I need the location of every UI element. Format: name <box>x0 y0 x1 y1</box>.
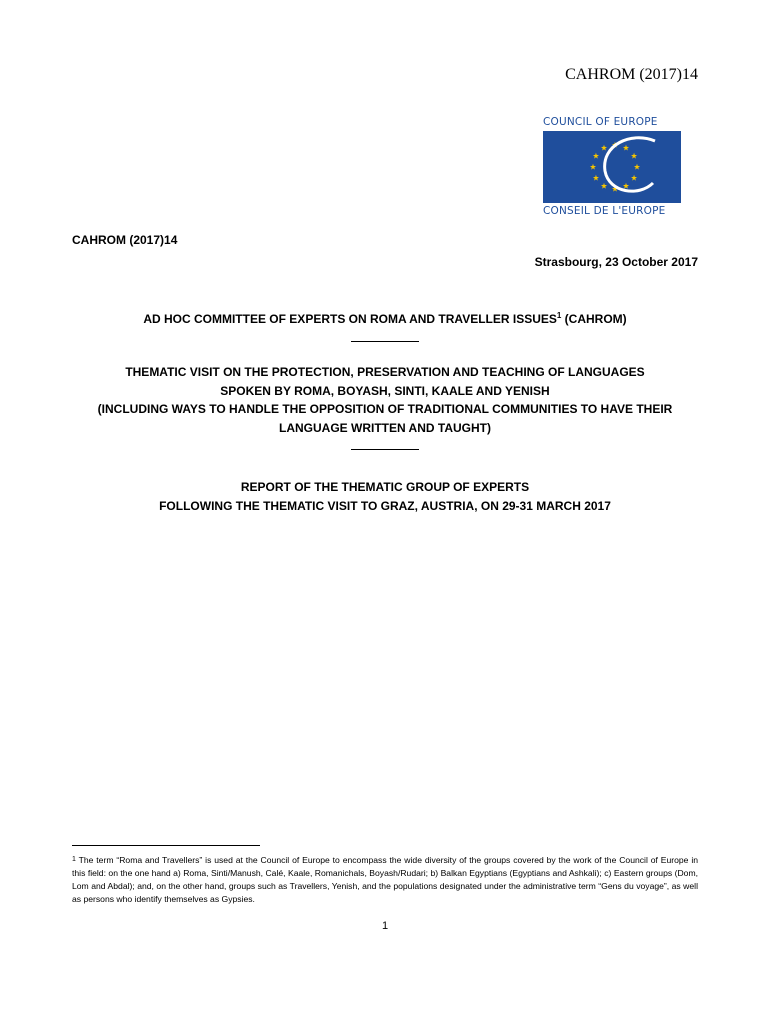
star-icon <box>623 183 629 189</box>
footnote-separator <box>72 845 260 846</box>
footnote-text: The term “Roma and Travellers” is used at the Council of Europe to encompass the wide diversity of the groups covered by the work of the Council of Europe in this field: on the one hand a) Roma, Sinti/Manush, Calé, Kaale, Romanichals, Boyash/Rudari; b) Balkan Egyptians (Egyptians and Ashkali); c) Eastern groups (Dom, Lom and Abdal); and, on the other hand, groups such as Travellers, Yenish, and the populations designated under the administrative term “Gens du voyage”, as well as persons who identify themselves as Gypsies. <box>72 855 699 904</box>
logo-bottom-text: CONSEIL DE L'EUROPE <box>543 205 666 217</box>
star-icon <box>634 164 640 170</box>
separator-line <box>351 341 419 342</box>
council-of-europe-logo <box>543 116 683 218</box>
visit-heading <box>72 363 698 450</box>
report-heading <box>72 478 698 515</box>
document-date: Strasbourg, 23 October 2017 <box>534 255 698 269</box>
star-icon <box>590 164 596 170</box>
star-icon <box>601 145 607 151</box>
star-icon <box>593 153 599 159</box>
committee-heading <box>72 307 698 342</box>
footnote <box>72 854 698 906</box>
visit-line: SPOKEN BY ROMA, BOYASH, SINTI, KAALE AND YENISH <box>220 383 550 398</box>
header-reference: CAHROM (2017)14 <box>565 66 698 83</box>
separator-line <box>351 449 419 450</box>
council-of-europe-emblem-icon <box>543 131 681 203</box>
committee-title: AD HOC COMMITTEE OF EXPERTS ON ROMA AND TRAVELLER ISSUES <box>143 312 557 326</box>
report-line: REPORT OF THE THEMATIC GROUP OF EXPERTS <box>240 480 530 494</box>
footnote-mark: 1 <box>72 856 76 863</box>
star-icon <box>623 145 629 151</box>
star-icon <box>593 175 599 181</box>
visit-line: (INCLUDING WAYS TO HANDLE THE OPPOSITION OF TRADITIONAL COMMUNITIES TO HAVE THEIR <box>97 402 673 416</box>
star-icon <box>601 183 607 189</box>
visit-line: THEMATIC VISIT ON THE PROTECTION, PRESERVATION AND TEACHING OF LANGUAGES <box>125 365 645 379</box>
committee-acronym: (CAHROM) <box>561 312 627 326</box>
star-icon <box>631 153 637 159</box>
star-icon <box>631 175 637 181</box>
footnote-reference[interactable]: 1 <box>556 311 562 320</box>
report-line: FOLLOWING THE THEMATIC VISIT TO GRAZ, AUSTRIA, ON 29-31 MARCH 2017 <box>159 498 611 513</box>
page-number: 1 <box>381 920 389 932</box>
visit-line: LANGUAGE WRITTEN AND TAUGHT) <box>279 420 491 435</box>
document-reference: CAHROM (2017)14 <box>72 233 178 247</box>
logo-top-text: COUNCIL OF EUROPE <box>543 116 658 128</box>
